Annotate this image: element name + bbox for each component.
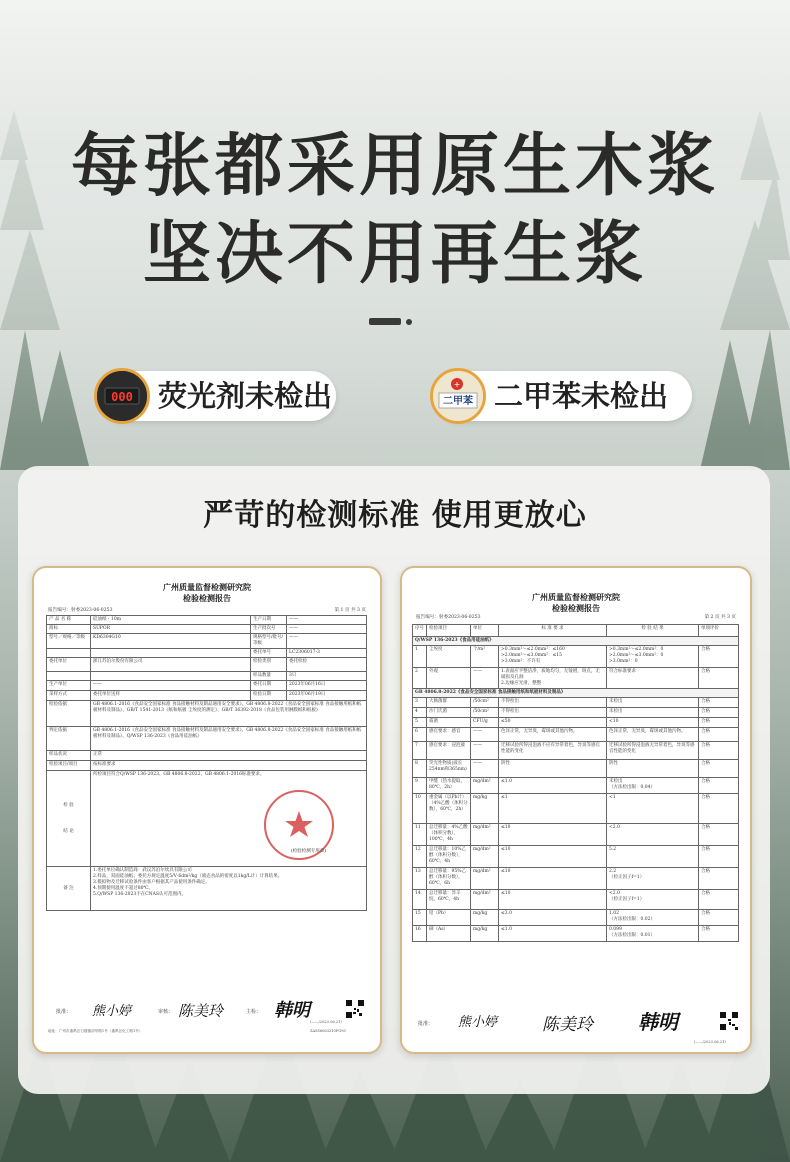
panel-title: 严苛的检测标准 使用更放心: [203, 498, 587, 533]
cell: 11: [413, 824, 427, 846]
cell: GB 4806.1-2016《食品安全国家标准 食品接触材料及制品通用安全要求》、GB 4806.8-2022《食品安全国家标准 食品接触用纸和纸板材料及制品》、Q/WSP 136-2023《食品用硅油纸》: [91, 727, 367, 751]
cell: 阴性: [499, 760, 607, 778]
cell: mg/dm²: [471, 868, 499, 890]
cell: ≤1.0: [499, 778, 607, 794]
badge-label: 二甲苯未检出: [494, 379, 669, 413]
cell: 判定依据: [47, 727, 91, 751]
cell: 重金属（以Pb计）（4%乙酸（体积分数），60℃，2h）: [427, 794, 471, 824]
header-cell: 标 准 要 求: [499, 625, 607, 637]
cell: 合格: [699, 778, 739, 794]
report-info-table: [46, 615, 367, 911]
cell: 迁移试验所得浸泡液无异常着色，异臭等感官性能的变化: [607, 742, 699, 760]
cell: ≤10: [499, 846, 607, 868]
report-org: 广州质量监督检测研究院: [532, 593, 620, 602]
cell: 5: [413, 718, 427, 728]
cell: mg/kg: [471, 794, 499, 824]
table-row: [413, 926, 739, 942]
cell: 砷（As）: [427, 926, 471, 942]
cell: 正常: [91, 751, 367, 761]
cell: 备 注: [47, 867, 91, 911]
cell: >0.3mm²～≤2.0mm²：≤160 >2.0mm²～≤3.0mm²：≤15 >3.0mm²：不许有: [499, 646, 607, 668]
cell: ——: [287, 634, 367, 649]
cell: 委托单位: [47, 658, 91, 672]
cell: 沙门氏菌: [427, 708, 471, 718]
cell: 个/m²: [471, 646, 499, 668]
cell: 12: [413, 846, 427, 868]
note: 2.样品，双面硅油纸；委托方规定温度5/V·6dm²/kg（液态食品的密度以1kg/L计）计算结果。: [93, 874, 283, 879]
table-row: [413, 742, 739, 760]
cell: 采样方式: [47, 691, 91, 701]
cell: ≤50: [499, 718, 607, 728]
cell: 甲醛（热水提取，80℃，2h）: [427, 778, 471, 794]
cell: 合格: [699, 868, 739, 890]
cell: 符合标准要求: [607, 668, 699, 689]
table-row: [413, 910, 739, 926]
cell: ≤1: [499, 794, 607, 824]
reviewer-label: 审核：: [158, 1009, 174, 1015]
cell: 1: [413, 646, 427, 668]
cell: 1.表面应平整洁净，质地均匀，无皱褶，斑点，无破损及孔洞 2.边缘应光滑，整整: [499, 668, 607, 689]
cell: mg/dm²: [471, 890, 499, 910]
cell: >0.3mm²～≤2.0mm²：0 >2.0mm²～≤3.0mm²：0 >3.0mm²：0: [607, 646, 699, 668]
reviewer-signature: 陈美玲: [542, 1015, 593, 1035]
cell: 委托日期: [251, 681, 287, 691]
cell: ≤3.0: [499, 910, 607, 926]
cell: 9: [413, 778, 427, 794]
cell: 生产单位: [47, 681, 91, 691]
cell: 10: [413, 794, 427, 824]
cell: 1.02 （方法检出限：0.02）: [607, 910, 699, 926]
table-row: [413, 668, 739, 689]
cell: /50cm²: [471, 698, 499, 708]
report-title: 检验检测报告: [552, 604, 600, 613]
badge-xylene: [436, 371, 692, 421]
cell: 合格: [699, 794, 739, 824]
cell: 合格: [699, 742, 739, 760]
cell: 样品状况: [47, 751, 91, 761]
cell: 尘埃度: [427, 646, 471, 668]
cell: 型号／规格／等级: [47, 634, 91, 649]
cell: LC2306017-3: [287, 649, 367, 658]
table-row: [413, 646, 739, 668]
section-header: GB 4806.8-2022《食品安全国家标准 食品接触用纸和纸板材料及制品》: [413, 689, 739, 698]
cell: ≤10: [499, 890, 607, 910]
seal-note: (检验检测专用章): [291, 849, 327, 854]
page-indicator: 第 1 页 共 3 页: [334, 608, 366, 613]
table-row: [413, 760, 739, 778]
cell: ≤10: [499, 824, 607, 846]
cell: 总迁移量：4%乙酸（体积分数），100℃，4h: [427, 824, 471, 846]
cell: 样品数量: [251, 672, 287, 681]
cell: 8: [413, 760, 427, 778]
cell: 总迁移量：95%乙醇（体积分数），60℃，6h: [427, 868, 471, 890]
badge-fluorescence: [100, 371, 336, 421]
cell: 合格: [699, 728, 739, 742]
fluorescence-tester-icon: [94, 368, 150, 424]
note: 4.预期使用温度不超过80℃。: [93, 886, 154, 891]
cell: 委托单位送样: [91, 691, 251, 701]
cell: 委托检验: [287, 658, 367, 672]
cell: ≤10: [499, 868, 607, 890]
cell: [91, 649, 251, 658]
cell: 15: [413, 910, 427, 926]
cell: 感官要求：浸泡液: [427, 742, 471, 760]
table-row: [413, 868, 739, 890]
header-cell: 序号: [413, 625, 427, 637]
cell: 委托单号: [251, 649, 287, 658]
report-date: (——/2023.06.21): [310, 1020, 342, 1024]
cell: 检验类别: [251, 658, 287, 672]
cell: 检验项目/项目: [47, 761, 91, 771]
xylene-bottle-icon: [430, 368, 486, 424]
cell: 合格: [699, 646, 739, 668]
cell: 3: [413, 698, 427, 708]
table-row: [413, 728, 739, 742]
xylene-bottle-label: 二甲苯: [443, 396, 473, 407]
report-page-1: [32, 566, 382, 1054]
report-serial: ZA5S6063210FG95: [310, 1029, 346, 1033]
cell: SUPOR: [91, 625, 251, 634]
cell: 合格: [699, 890, 739, 910]
cell: 大肠菌群: [427, 698, 471, 708]
cell: 生产批次号: [251, 625, 287, 634]
header-cell: 检验项目: [427, 625, 471, 637]
headline-line-1: 每张都采用原生木浆: [70, 127, 719, 206]
cell: 不得检出: [499, 708, 607, 718]
test-results-table: [412, 624, 739, 942]
cell: mg/kg: [471, 926, 499, 942]
cell: <10: [607, 718, 699, 728]
cell: 合格: [699, 760, 739, 778]
cell: CFU/g: [471, 718, 499, 728]
section-header: Q/WSP 136-2023《食品用硅油纸》: [413, 637, 739, 646]
cell: 3只: [287, 672, 367, 681]
cell: 外观: [427, 668, 471, 689]
cell: 按标准要求: [91, 761, 367, 771]
cell: 未检出: [607, 708, 699, 718]
cell: 荧光性物质(波长254nm和365nm): [427, 760, 471, 778]
cell: ——: [471, 760, 499, 778]
cell: 迁移试验所得浸泡液不应有异常着色，异臭等感官性能的变化: [499, 742, 607, 760]
table-row: [413, 846, 739, 868]
note: 5.Q/WSP 136-2023不在CNAS认可范围内。: [93, 892, 186, 897]
cell: 2: [413, 668, 427, 689]
cell: 浙江苏泊尔股份有限公司: [91, 658, 251, 672]
cell: ——: [287, 616, 367, 625]
report-number: 报告编号：射委2023-06-0253: [416, 615, 481, 620]
cell: /50cm²: [471, 708, 499, 718]
cell: 产 品 名 称: [47, 616, 91, 625]
cell: 7: [413, 742, 427, 760]
cell: [47, 672, 91, 681]
cell: 合格: [699, 824, 739, 846]
cell: 铅（Pb）: [427, 910, 471, 926]
report-address: 地址：广州市番禺区石楼镇清华路1号（番禺区化工路1号）: [48, 1029, 143, 1033]
cell: 合格: [699, 698, 739, 708]
cell: 色泽正常，无异臭，霉斑或其他污物。: [607, 728, 699, 742]
cell: 13: [413, 868, 427, 890]
cell: [47, 649, 91, 658]
cell: KD6304G10: [91, 634, 251, 649]
cell: GB 4806.1-2016《食品安全国家标准 食品接触材料及制品通用安全要求》、GB 4806.8-2022《食品安全国家标准 食品接触用纸和纸板材料及制品》、GB/T 1541-2013《纸和纸板 尘埃度的测定》、GB/T 36392-2018《食品包装用淋膜纸和纸板》: [91, 701, 367, 727]
report-page-2: [400, 566, 752, 1054]
cell: 5.2: [607, 846, 699, 868]
header-cell: 单位: [471, 625, 499, 637]
cell: ——: [471, 742, 499, 760]
divider-dot: [406, 319, 412, 325]
cell: 感官要求：感官: [427, 728, 471, 742]
cell: mg/dm²: [471, 846, 499, 868]
cell: 检验日期: [251, 691, 287, 701]
cell: 硅油纸・10m: [91, 616, 251, 625]
qr-code-icon: [720, 1012, 738, 1030]
writer-label: 主检：: [246, 1009, 262, 1015]
table-row: [413, 718, 739, 728]
header-cell: 检 验 结 果: [607, 625, 699, 637]
cell: mg/kg: [471, 910, 499, 926]
cell: 6: [413, 728, 427, 742]
reviewer-signature: 陈美玲: [178, 1002, 224, 1020]
cell: 商标: [47, 625, 91, 634]
cell: 合格: [699, 846, 739, 868]
conclusion-text: 所检项目符合Q/WSP 136-2023、GB 4806.8-2022、GB 4806.1-2016标准要求。: [93, 772, 265, 777]
cell: 2023年06月16日: [287, 681, 367, 691]
cell: 0.099 （方法检出限：0.01）: [607, 926, 699, 942]
cell: 4: [413, 708, 427, 718]
cell: <2.0: [607, 824, 699, 846]
headline-line-2: 坚决不用再生浆: [142, 215, 647, 294]
conclusion-label-2: 结 论: [63, 828, 74, 834]
notes-cell: [91, 867, 367, 911]
conclusion-label-1: 检 验: [63, 802, 74, 808]
cell: mg/dm²: [471, 824, 499, 846]
approver-signature: 熊小婷: [92, 1004, 132, 1019]
cell: 合格: [699, 910, 739, 926]
report-title: 检验检测报告: [183, 594, 231, 603]
cell: 合格: [699, 708, 739, 718]
table-row: [413, 778, 739, 794]
report-date: (——/2023.06.21): [694, 1040, 726, 1044]
badge-label: 荧光剂未检出: [158, 379, 333, 413]
cell: 2023年06月19日: [287, 691, 367, 701]
qr-code-icon: [346, 1000, 364, 1018]
cell: 不得检出: [499, 698, 607, 708]
cell: 检验依据: [47, 701, 91, 727]
svg-text:+: +: [453, 380, 461, 389]
cell: 色泽正常，无异臭，霉斑或其他污物。: [499, 728, 607, 742]
approver-label: 批准：: [418, 1021, 434, 1027]
cell: 未检出 （方法检出限：0.04）: [607, 778, 699, 794]
note: 3.模拟物及迁移试验条件由客户根据其产品使用条件确定。: [93, 880, 210, 885]
note: 1.委托单位确认制造商：武汉苏泊尔炊具有限公司: [93, 868, 192, 873]
report-number: 报告编号：射委2023-06-0253: [48, 608, 113, 613]
cell: 总迁移量：10%乙醇（体积分数），60℃，4h: [427, 846, 471, 868]
cell: [91, 672, 251, 681]
cell: <1: [607, 794, 699, 824]
cell: [47, 771, 91, 867]
table-row: [413, 794, 739, 824]
report-org: 广州质量监督检测研究院: [163, 583, 251, 592]
cell: ——: [471, 668, 499, 689]
cell: 生产日期: [251, 616, 287, 625]
cell: 规格型号/批号/等级: [251, 634, 287, 649]
table-row: [413, 698, 739, 708]
cell: 合格: [699, 718, 739, 728]
cell: 合格: [699, 926, 739, 942]
cell: 阴性: [607, 760, 699, 778]
svg-text:000: 000: [111, 390, 133, 404]
approver-label: 批准：: [56, 1009, 72, 1015]
table-row: [413, 708, 739, 718]
divider-dash: [369, 318, 401, 325]
cell: ——: [91, 681, 251, 691]
page-indicator: 第 2 页 共 3 页: [704, 615, 736, 620]
cell: ≤1.0: [499, 926, 607, 942]
writer-signature: 韩明: [274, 1000, 310, 1021]
cell: <2.0 （检正因子f=1）: [607, 890, 699, 910]
cell: ——: [471, 728, 499, 742]
table-row: [413, 824, 739, 846]
cell: 2.2 （检正因子f=1）: [607, 868, 699, 890]
cell: 总迁移量：异辛烷，60℃，4h: [427, 890, 471, 910]
approver-signature: 熊小婷: [458, 1015, 498, 1030]
header-cell: 单项评价: [699, 625, 739, 637]
cell: 合格: [699, 668, 739, 689]
table-row: [413, 890, 739, 910]
cell: 16: [413, 926, 427, 942]
cell: ——: [287, 625, 367, 634]
conclusion-cell: [91, 771, 367, 867]
cell: mg/dm²: [471, 778, 499, 794]
cell: 霉菌: [427, 718, 471, 728]
cell: 14: [413, 890, 427, 910]
cell: 未检出: [607, 698, 699, 708]
writer-signature: 韩明: [638, 1010, 678, 1034]
